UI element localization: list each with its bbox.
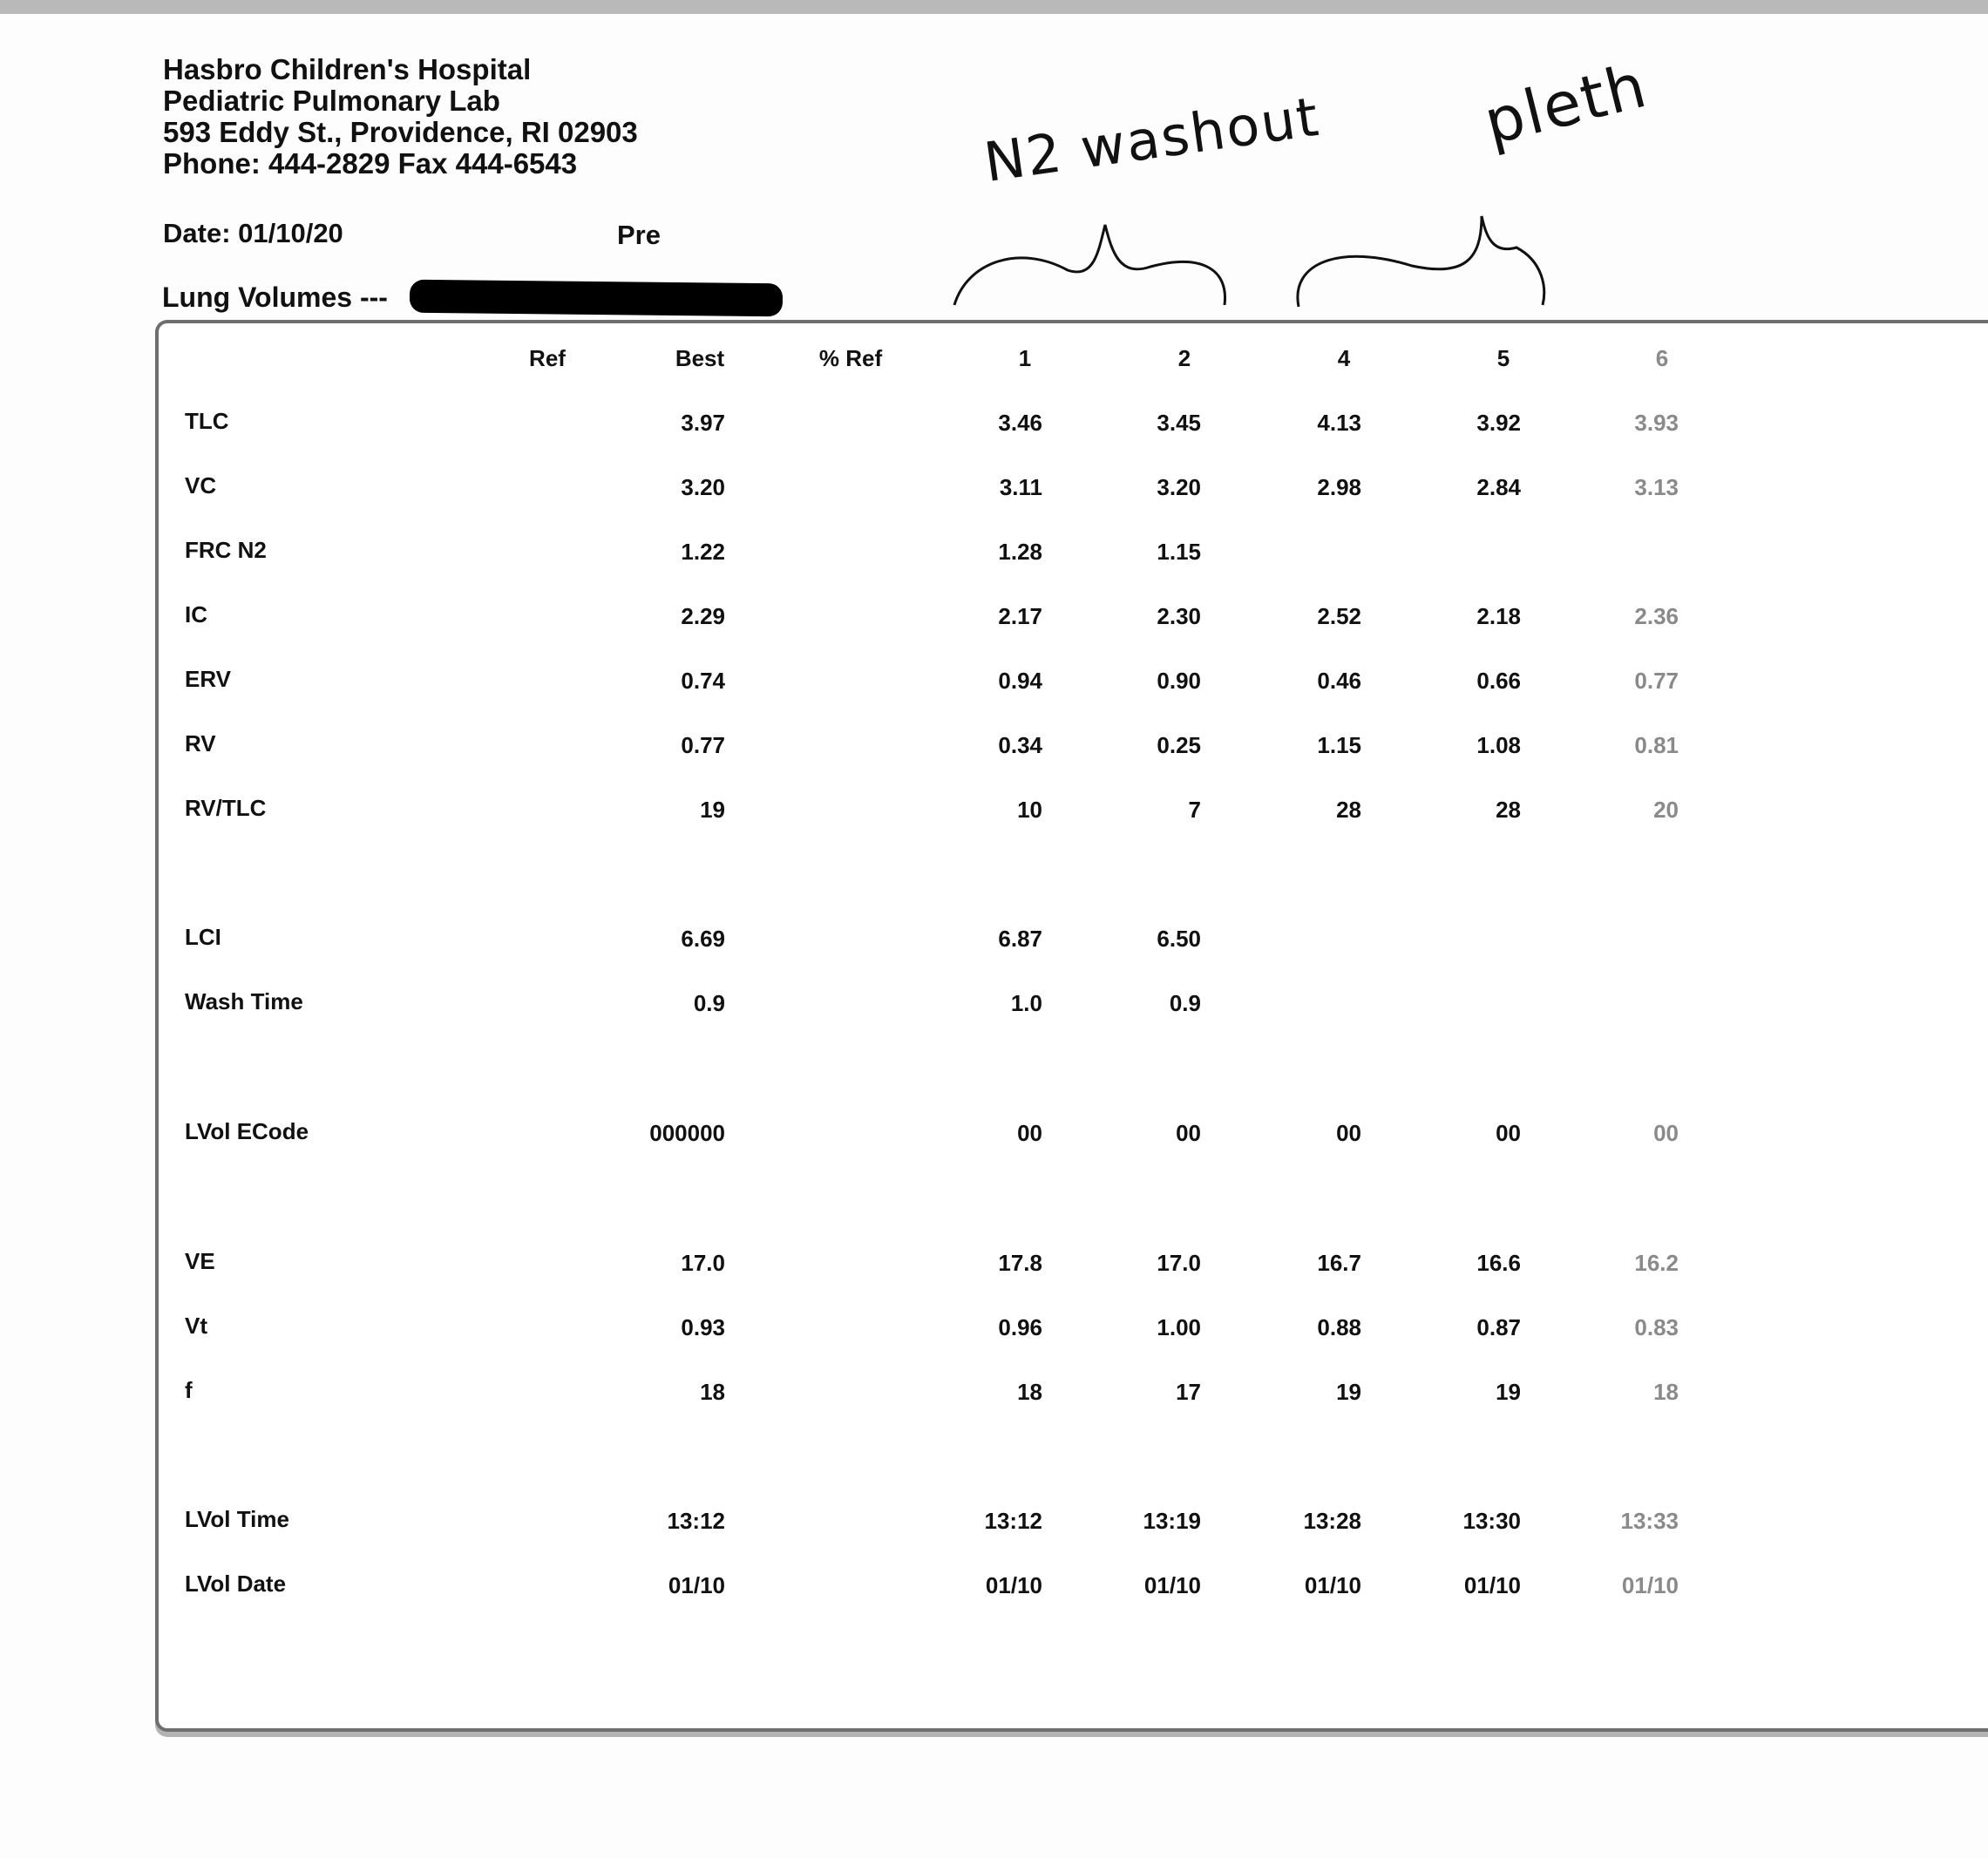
table-cell: 00 (1017, 1120, 1042, 1146)
hospital-name: Hasbro Children's Hospital (163, 53, 532, 85)
table-cell: 17.8 (998, 1250, 1042, 1276)
table-cell: 13:28 (1303, 1508, 1361, 1534)
table-cell: 1.15 (1317, 732, 1361, 758)
table-cell: 7 (1188, 797, 1201, 823)
row-label: FRC N2 (185, 537, 267, 563)
row-label: Vt (185, 1313, 207, 1339)
scan-top-edge (0, 0, 1988, 14)
table-cell: 10 (1017, 797, 1042, 823)
table-cell: 0.77 (681, 732, 725, 758)
table-cell: 19 (1496, 1379, 1521, 1405)
hospital-header (163, 54, 638, 180)
table-cell: 3.20 (1157, 474, 1201, 500)
table-cell: 16.7 (1317, 1250, 1361, 1276)
table-cell: 4.13 (1317, 410, 1361, 436)
table-cell: 01/10 (668, 1572, 725, 1598)
table-cell: 1.0 (1010, 990, 1042, 1016)
table-cell: 01/10 (1304, 1572, 1361, 1598)
row-label: f (185, 1377, 193, 1403)
table-cell: 00 (1653, 1120, 1679, 1146)
report-date: Date: 01/10/20 (163, 218, 343, 248)
table-cell: 00 (1496, 1120, 1521, 1146)
table-cell: 0.81 (1634, 732, 1679, 758)
column-header: 1 (1018, 345, 1032, 371)
table-cell: 00 (1336, 1120, 1361, 1146)
row-label: IC (185, 601, 207, 628)
table-cell: 13:19 (1143, 1508, 1201, 1534)
table-cell: 2.30 (1157, 603, 1201, 629)
table-cell: 6.50 (1157, 926, 1201, 952)
table-cell: 2.29 (681, 603, 725, 629)
section-title: Lung Volumes --- (162, 282, 388, 313)
table-cell: 28 (1336, 797, 1361, 823)
table-cell: 0.90 (1157, 668, 1201, 694)
column-header: 4 (1337, 345, 1351, 371)
row-label: LVol ECode (185, 1118, 309, 1144)
pleth-brace (1298, 216, 1544, 307)
column-header: Ref (529, 345, 566, 371)
table-cell: 6.69 (681, 926, 725, 952)
table-cell: 0.96 (998, 1314, 1042, 1340)
column-header: Best (675, 345, 725, 371)
table-cell: 13:30 (1462, 1508, 1521, 1534)
table-cell: 13:12 (984, 1508, 1042, 1534)
table-cell: 3.92 (1476, 410, 1521, 436)
table-cell: 20 (1653, 797, 1679, 823)
row-label: LVol Time (185, 1506, 289, 1532)
table-cell: 16.6 (1476, 1250, 1521, 1276)
table-cell: 1.22 (681, 539, 725, 565)
table-cell: 1.08 (1476, 732, 1521, 758)
table-cell: 3.93 (1634, 410, 1679, 436)
row-label: VE (185, 1248, 215, 1274)
table-cell: 28 (1496, 797, 1521, 823)
table-cell: 17 (1176, 1379, 1201, 1405)
row-label: RV (185, 730, 216, 756)
table-cell: 3.97 (681, 410, 725, 436)
row-label: TLC (185, 408, 229, 434)
table-cell: 19 (1336, 1379, 1361, 1405)
column-header: 5 (1496, 345, 1510, 371)
table-cell: 1.15 (1157, 539, 1201, 565)
table-cell: 3.20 (681, 474, 725, 500)
row-label: ERV (185, 666, 231, 692)
table-cell: 1.00 (1157, 1314, 1201, 1340)
table-cell: 01/10 (985, 1572, 1042, 1598)
table-cell: 01/10 (1621, 1572, 1679, 1598)
table-cell: 0.87 (1476, 1314, 1521, 1340)
n2-washout-brace (954, 225, 1225, 305)
table-cell: 0.88 (1317, 1314, 1361, 1340)
table-cell: 3.11 (999, 474, 1042, 500)
row-label: RV/TLC (185, 795, 267, 821)
table-cell: 00 (1176, 1120, 1201, 1146)
redacted-patient-name (410, 280, 783, 316)
handwritten-pleth: pleth (1477, 49, 1655, 159)
column-header: % Ref (818, 345, 883, 371)
table-cell: 17.0 (1157, 1250, 1201, 1276)
table-cell: 2.98 (1317, 474, 1361, 500)
table-cell: 16.2 (1634, 1250, 1679, 1276)
table-cell: 01/10 (1143, 1572, 1201, 1598)
test-condition: Pre (617, 220, 661, 250)
table-cell: 0.83 (1634, 1314, 1679, 1340)
table-cell: 2.18 (1476, 603, 1521, 629)
table-cell: 19 (700, 797, 725, 823)
table-cell: 3.45 (1157, 410, 1201, 436)
table-cell: 2.17 (998, 603, 1042, 629)
table-cell: 0.46 (1317, 668, 1361, 694)
table-cell: 13:12 (667, 1508, 725, 1534)
table-cell: 0.94 (998, 668, 1042, 694)
table-cell: 000000 (649, 1120, 725, 1146)
lab-name: Pediatric Pulmonary Lab (163, 85, 500, 117)
table-cell: 0.77 (1634, 668, 1679, 694)
table-cell: 0.9 (1169, 990, 1201, 1016)
table-cell: 0.74 (681, 668, 725, 694)
address: 593 Eddy St., Providence, RI 02903 (163, 116, 638, 148)
table-cell: 01/10 (1463, 1572, 1521, 1598)
table-cell: 13:33 (1620, 1508, 1679, 1534)
table-cell: 2.84 (1476, 474, 1521, 500)
table-cell: 6.87 (998, 926, 1042, 952)
table-cell: 3.13 (1634, 474, 1679, 500)
table-cell: 1.28 (998, 539, 1042, 565)
table-cell: 0.93 (681, 1314, 725, 1340)
row-label: VC (185, 472, 217, 499)
table-cell: 0.34 (998, 732, 1042, 758)
table-cell: 0.66 (1476, 668, 1521, 694)
table-cell: 2.36 (1634, 603, 1679, 629)
column-header: 2 (1177, 345, 1191, 371)
row-label: Wash Time (185, 988, 303, 1014)
row-label: LVol Date (185, 1571, 287, 1597)
table-cell: 3.46 (998, 410, 1042, 436)
table-cell: 0.25 (1157, 732, 1201, 758)
table-cell: 18 (1017, 1379, 1042, 1405)
table-cell: 18 (700, 1379, 725, 1405)
table-cell: 18 (1653, 1379, 1679, 1405)
row-label: LCI (185, 924, 221, 950)
phone-fax: Phone: 444-2829 Fax 444-6543 (163, 147, 578, 180)
handwritten-n2-washout: N2 washout (980, 84, 1324, 194)
table-cell: 17.0 (681, 1250, 725, 1276)
table-cell: 2.52 (1317, 603, 1361, 629)
table-cell: 0.9 (693, 990, 725, 1016)
column-header: 6 (1655, 345, 1669, 371)
